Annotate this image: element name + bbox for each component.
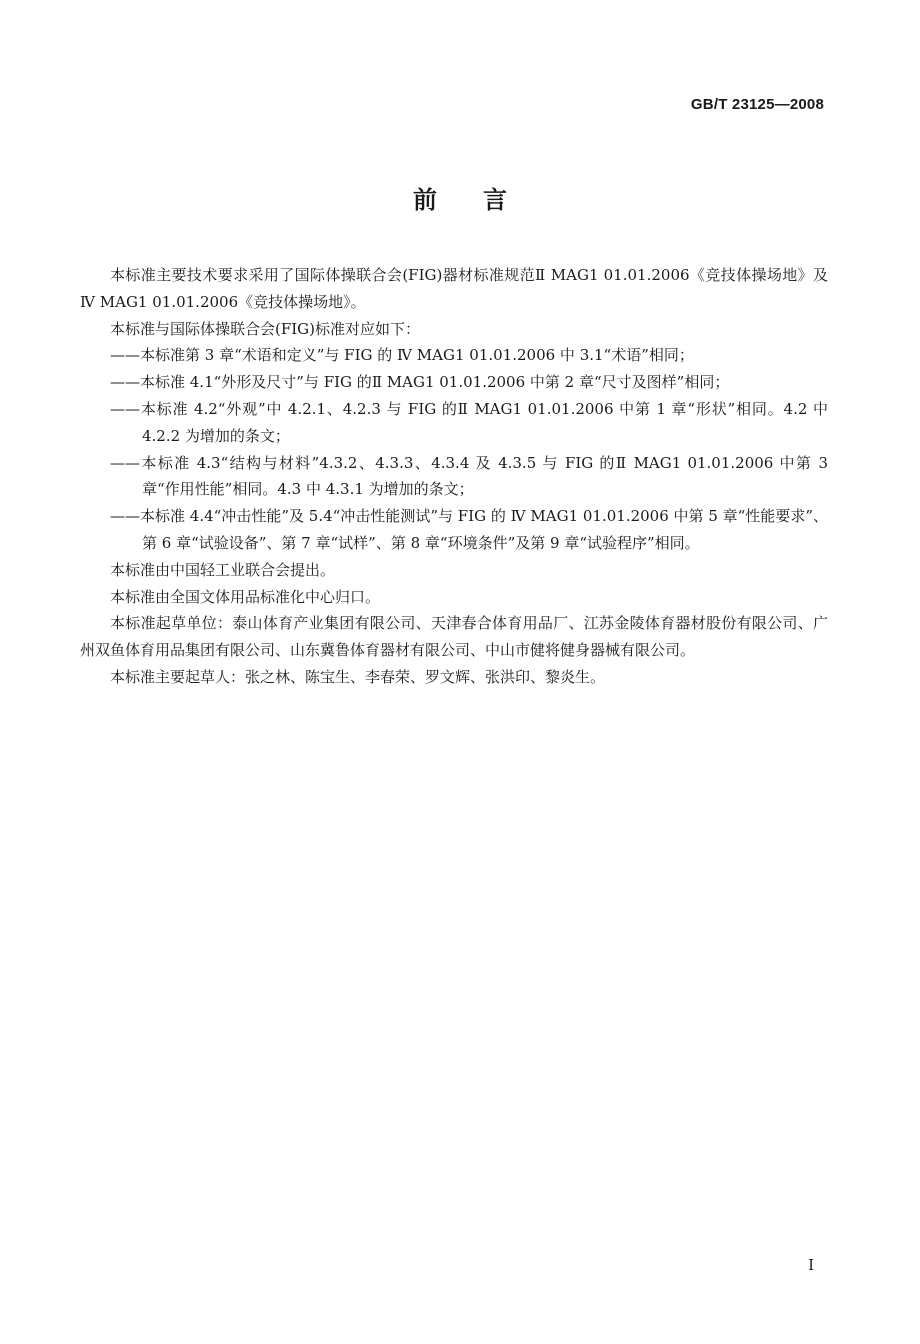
paragraph-drafting-units: 本标准起草单位：泰山体育产业集团有限公司、天津春合体育用品厂、江苏金陵体育器材股份有限公司、广州双鱼体育用品集团有限公司、山东冀鲁体育器材有限公司、中山市健将健身器械有限公司。: [80, 614, 828, 660]
dash-mark: ——: [110, 453, 140, 472]
list-item-text: 本标准 4.3“结构与材料”4.3.2、4.3.3、4.3.4 及 4.3.5 与 FIG 的Ⅱ MAG1 01.01.2006 中第 3 章“作用性能”相同。4.3 中 4.3.1 为增加的条文；: [140, 453, 828, 499]
dash-mark: ——: [110, 399, 140, 418]
paragraph-proposer: 本标准由中国轻工业联合会提出。: [110, 560, 336, 579]
page-title: 前言: [413, 186, 553, 214]
list-item: [80, 503, 828, 557]
list-item: [80, 450, 828, 504]
list-item-text: 本标准 4.4“冲击性能”及 5.4“冲击性能测试”与 FIG 的 Ⅳ MAG1 01.01.2006 中第 5 章“性能要求”、第 6 章“试验设备”、第 7 章“试样”、第 8 章“环境条件”及第 9 章“试验程序”相同。: [140, 507, 828, 552]
document-body: [80, 262, 828, 691]
list-item: [80, 396, 828, 450]
paragraph-adoption: 本标准主要技术要求采用了国际体操联合会(FIG)器材标准规范Ⅱ MAG1 01.01.2006《竞技体操场地》及 Ⅳ MAG1 01.01.2006《竞技体操场地》。: [80, 266, 828, 311]
dash-mark: ——: [110, 507, 140, 526]
paragraph-correspondence-intro: 本标准与国际体操联合会(FIG)标准对应如下：: [110, 319, 421, 338]
list-item-text: 本标准 4.2“外观”中 4.2.1、4.2.3 与 FIG 的Ⅱ MAG1 01.01.2006 中第 1 章“形状”相同。4.2 中 4.2.2 为增加的条文；: [140, 399, 828, 445]
list-item-text: 本标准第 3 章“术语和定义”与 FIG 的 Ⅳ MAG1 01.01.2006 中 3.1“术语”相同；: [140, 346, 694, 365]
dash-mark: ——: [110, 373, 140, 392]
paragraph-administrator: 本标准由全国文体用品标准化中心归口。: [110, 587, 381, 606]
page-number: I: [808, 1256, 814, 1274]
list-item: [80, 342, 828, 369]
dash-mark: ——: [110, 346, 140, 365]
standard-number: GB/T 23125—2008: [690, 96, 824, 113]
paragraph-drafters: 本标准主要起草人：张之林、陈宝生、李春荣、罗文辉、张洪印、黎炎生。: [110, 667, 606, 686]
list-item-text: 本标准 4.1“外形及尺寸”与 FIG 的Ⅱ MAG1 01.01.2006 中第 2 章“尺寸及图样”相同；: [140, 373, 730, 392]
list-item: [80, 369, 828, 396]
